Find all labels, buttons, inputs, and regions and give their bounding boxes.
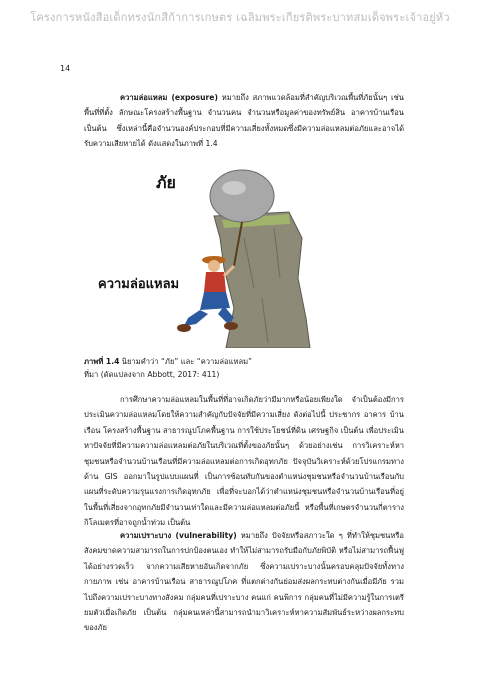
caption-label: ภาพที่ 1.4: [84, 357, 120, 366]
figure-hazard-exposure: [84, 168, 404, 348]
caption-text: นิยามคำว่า “ภัย” และ “ความล่อแหลม”: [119, 357, 253, 366]
page-number: 14: [60, 64, 71, 73]
paragraph-exposure-assessment: การศึกษาความล่อแหลมในพื้นที่ที่อาจเกิดภัยว่ามีมากหรือน้อยเพียงใด จำเป็นต้องมีการประเมินความล่อแหลมโดยให้ความสำคัญกับปัจจัยที่มีความเสี่ยง ดังต่อไปนี้ ประชากร อาคาร บ้านเรือน โครงสร้างพื้นฐาน สาธารณูปโภคพื้นฐาน การใช้ประโยชน์ที่ดิน เศรษฐกิจ เป็นต้น เพื่อประเมินหาปัจจัยที่มีความความล่อแหลมต่อภัยในบริเวณที่ตั้งของภัยนั้นๆ ด้วยอย่างเช่น การวิเคราะห์หาชุมชนหรือจำนวนบ้านเรือนที่มีความล่อแหลมต่อการเกิดอุทกภัย ปัจจุบันวิเคราะห์ด้วยโปรแกรมทางด้าน GIS ออกมาในรูปแบบแผนที่ เป็นการซ้อนทับกันของตำแหน่งชุมชนหรือจำนวนบ้านเรือนกับแผนที่ระดับความรุนแรงการเกิดอุทกภัย เพื่อที่จะบอกได้ว่าตำแหน่งชุมชนหรือจำนวนบ้านเรือนที่อยู่ในพื้นที่เสี่ยงจากอุทกภัยมีจำนวนเท่าใดและมีความล่อแหลมต่อภัยนี้ หรือพื้นที่เกษตรจำนวนกี่ตารางกิโลเมตรที่อาจถูกน้ำท่วม เป็นต้น: [84, 395, 404, 528]
figure-caption: [84, 356, 404, 368]
cliff-boulder-illustration: [84, 168, 404, 348]
label-exposure: ความล่อแหลม: [98, 277, 180, 292]
paragraph-exposure: [84, 90, 404, 152]
paragraph-vulnerability: [84, 528, 404, 636]
paragraph-exposure-text: หมายถึง สภาพแวดล้อมที่สำคัญบริเวณพื้นที่ภัยนั้นๆ เช่น พื้นที่ที่ตั้ง ลักษณะโครงสร้างพื้นฐาน จำนวนคน จำนวนหรือมูลค่าของทรัพย์สิน อาคารบ้านเรือน เป็นต้น ซึ่งเหล่านี้คือจำนวนองค์ประกอบที่มีความเสี่ยงทั้งหมดซึ่งมีความล่อแหลมต่อภัยและอาจได้รับความเสียหายได้ ดังแสดงในภาพที่ 1.4: [84, 93, 404, 149]
label-hazard: ภัย: [156, 173, 176, 192]
term-vulnerability: ความเปราะบาง (vulnerability): [120, 531, 237, 540]
paragraph-vulnerability-text: หมายถึง ปัจจัยหรือสภาวะใด ๆ ที่ทำให้ชุมชนหรือสังคมขาดความสามารถในการปกป้องตนเอง ทำให้ไม่สามารถรับมือกับภัยพิบัติ หรือไม่สามารถฟื้นฟูได้อย่างรวดเร็ว จากความเสียหายอันเกิดจากภัย ซึ่งความเปราะบางนั้นครอบคลุมปัจจัยทั้งทางกายภาพ เช่น อาคารบ้านเรือน สาธารณูปโภค ที่แตกต่างกันย่อมส่งผลกระทบต่างกันเมื่อมีภัย รวมไปถึงความเปราะบางทางสังคม กลุ่มคนที่เปราะบาง คนแก่ คนพิการ กลุ่มคนที่ไม่มีความรู้ในการเตรียมตัวเมื่อเกิดภัย เป็นต้น กลุ่มคนเหล่านี้สามารถนำมาวิเคราะห์หาความสัมพันธ์ระหว่างผลกระทบของภัย: [84, 531, 404, 633]
running-header: โครงการหนังสือเด็กทรงนักสีก้าการเกษตร เฉลิมพระเกียรติพระบาทสมเด็จพระเจ้าอยู่หัว: [30, 11, 450, 24]
term-exposure: ความล่อแหลม (exposure): [120, 93, 218, 102]
figure-source: ที่มา (ดัดแปลงจาก Abbott, 2017: 411): [84, 370, 220, 379]
boulder: [210, 170, 274, 222]
